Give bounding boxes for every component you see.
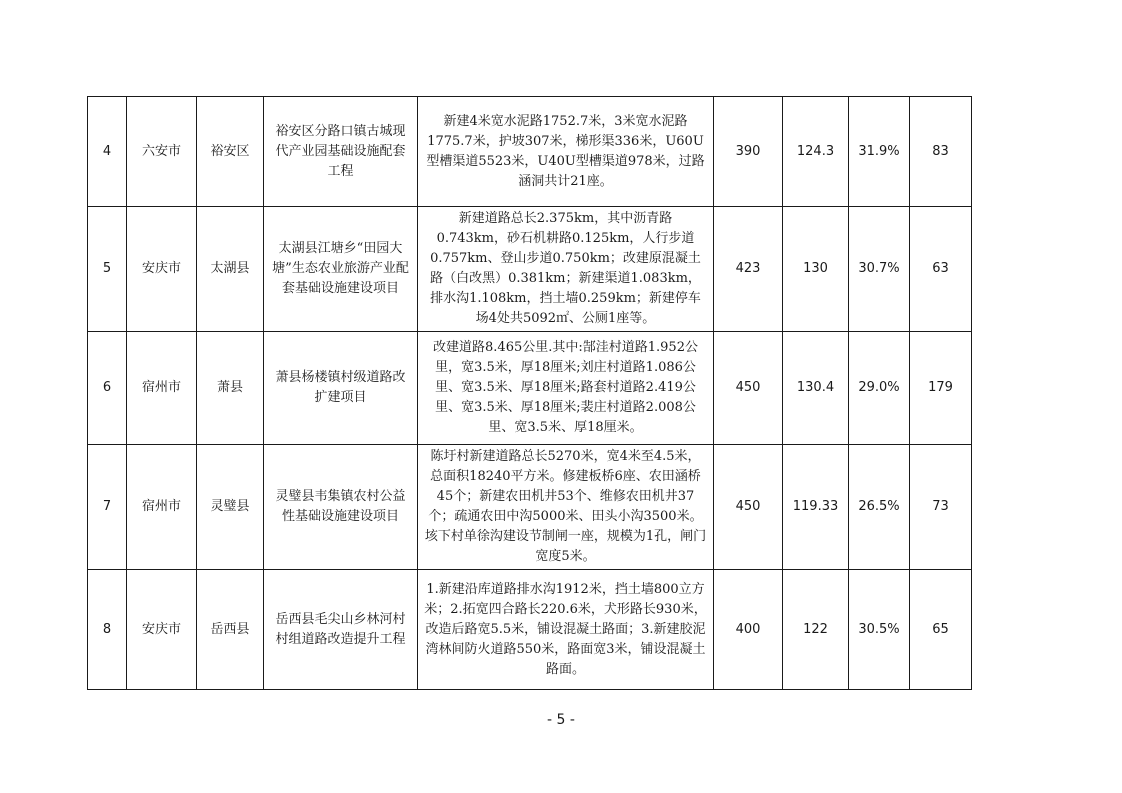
project-content-cell: 新建4米宽水泥路1752.7米，3米宽水泥路1775.7米，护坡307米，梯形渠336米，U60U型槽渠道5523米，U40U型槽渠道978米，过路涵洞共计21座。	[418, 97, 714, 207]
row-number: 4	[88, 97, 127, 207]
percent-cell: 26.5%	[849, 445, 910, 570]
value-cell: 390	[714, 97, 783, 207]
project-content-cell: 新建道路总长2.375km，其中沥青路0.743km，砂石机耕路0.125km，人行步道0.757km、登山步道0.750km；改建原混凝土路（白改黑）0.381km；新建渠道1.083km，排水沟1.108km，挡土墙0.259km；新建停车场4处共5092㎡、公厕1座等。	[418, 207, 714, 332]
value-cell: 179	[910, 332, 972, 445]
county-cell: 太湖县	[197, 207, 264, 332]
value-cell: 423	[714, 207, 783, 332]
value-cell: 122	[783, 570, 849, 690]
project-content-cell: 1.新建沿库道路排水沟1912米，挡土墙800立方米；2.拓宽四合路长220.6米，犬形路长930米，改造后路宽5.5米，铺设混凝土路面；3.新建胶泥湾林间防火道路550米，路面宽3米，铺设混凝土路面。	[418, 570, 714, 690]
project-name-cell: 太湖县江塘乡“田园大塘”生态农业旅游产业配套基础设施建设项目	[264, 207, 418, 332]
project-table	[87, 96, 972, 690]
value-cell: 65	[910, 570, 972, 690]
percent-cell: 31.9%	[849, 97, 910, 207]
project-name-cell: 萧县杨楼镇村级道路改扩建项目	[264, 332, 418, 445]
project-name-cell: 裕安区分路口镇古城现代产业园基础设施配套工程	[264, 97, 418, 207]
project-content-cell: 陈圩村新建道路总长5270米，宽4米至4.5米，总面积18240平方米。修建板桥6座、农田涵桥45个；新建农田机井53个、维修农田机井37个；疏通农田中沟5000米、田头小沟3500米。垓下村单徐沟建设节制闸一座，规模为1孔，闸门宽度5米。	[418, 445, 714, 570]
value-cell: 400	[714, 570, 783, 690]
row-number: 8	[88, 570, 127, 690]
value-cell: 73	[910, 445, 972, 570]
table-row	[88, 445, 972, 570]
value-cell: 124.3	[783, 97, 849, 207]
county-cell: 裕安区	[197, 97, 264, 207]
row-number: 6	[88, 332, 127, 445]
row-number: 5	[88, 207, 127, 332]
table-row	[88, 207, 972, 332]
county-cell: 岳西县	[197, 570, 264, 690]
city-cell: 宿州市	[127, 332, 197, 445]
city-cell: 六安市	[127, 97, 197, 207]
project-name-cell: 灵璧县韦集镇农村公益性基础设施建设项目	[264, 445, 418, 570]
county-cell: 萧县	[197, 332, 264, 445]
value-cell: 450	[714, 445, 783, 570]
county-cell: 灵璧县	[197, 445, 264, 570]
value-cell: 63	[910, 207, 972, 332]
city-cell: 安庆市	[127, 570, 197, 690]
value-cell: 130.4	[783, 332, 849, 445]
project-content-cell: 改建道路8.465公里.其中:郜洼村道路1.952公里，宽3.5米，厚18厘米;刘庄村道路1.086公里、宽3.5米、厚18厘米;路套村道路2.419公里、宽3.5米、厚18厘米;裴庄村道路2.008公里、宽3.5米、厚18厘米。	[418, 332, 714, 445]
value-cell: 450	[714, 332, 783, 445]
table-row	[88, 97, 972, 207]
table-row	[88, 570, 972, 690]
value-cell: 83	[910, 97, 972, 207]
row-number: 7	[88, 445, 127, 570]
table-row	[88, 332, 972, 445]
percent-cell: 29.0%	[849, 332, 910, 445]
city-cell: 安庆市	[127, 207, 197, 332]
page-number: - 5 -	[547, 712, 575, 728]
value-cell: 130	[783, 207, 849, 332]
city-cell: 宿州市	[127, 445, 197, 570]
project-name-cell: 岳西县毛尖山乡林河村村组道路改造提升工程	[264, 570, 418, 690]
value-cell: 119.33	[783, 445, 849, 570]
percent-cell: 30.5%	[849, 570, 910, 690]
percent-cell: 30.7%	[849, 207, 910, 332]
